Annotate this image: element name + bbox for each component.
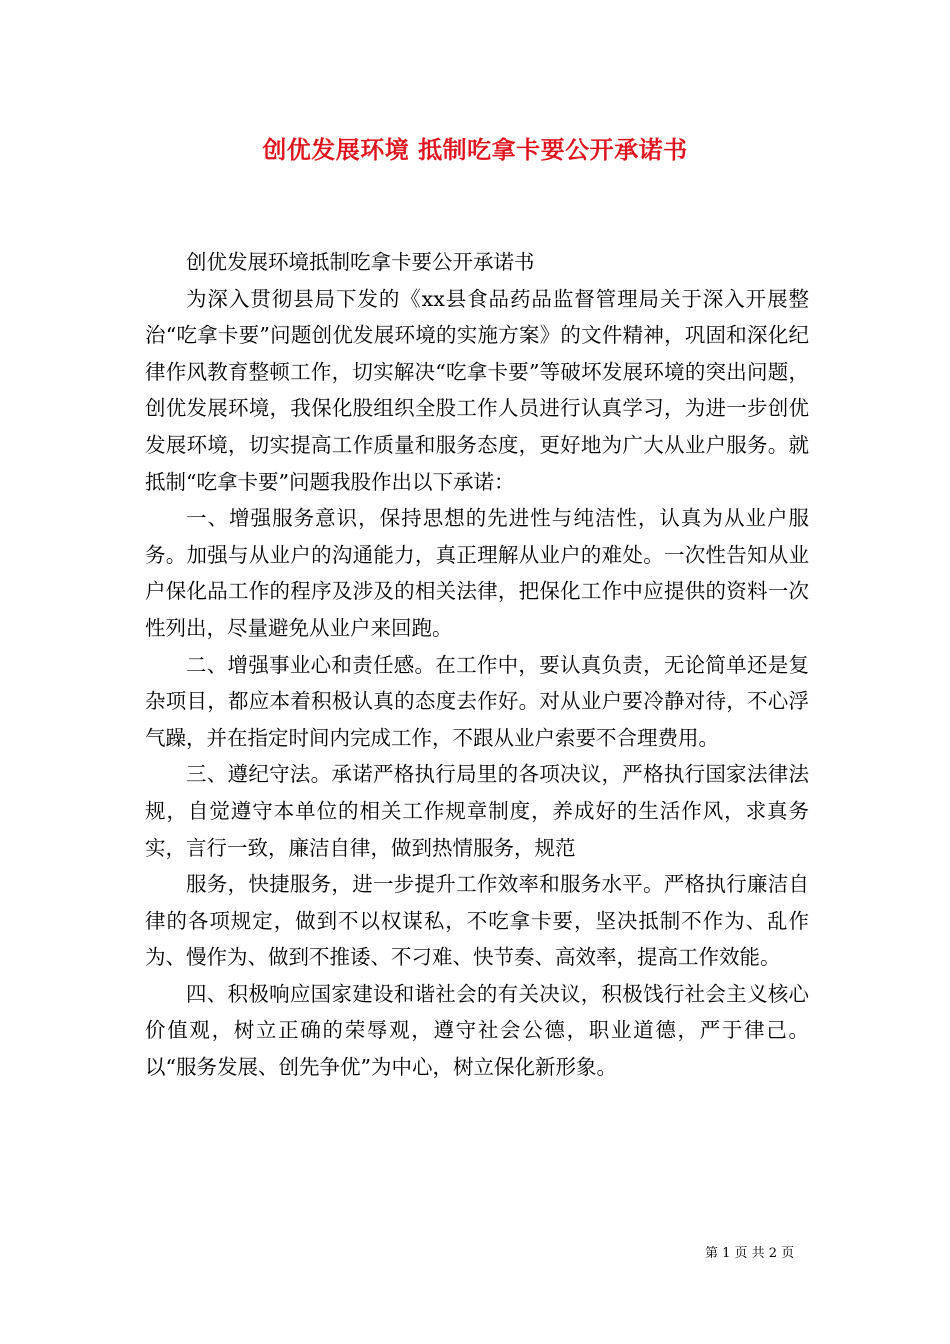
document-title: 创优发展环境 抵制吃拿卡要公开承诺书 [262,135,688,164]
page-number: 第 1 页 共 2 页 [705,1246,795,1261]
paragraph-commitment-3: 三、遵纪守法。承诺严格执行局里的各项决议，严格执行国家法律法规，自觉遵守本单位的相关工作规章制度，养成好的生活作风，求真务实，言行一致，廉洁自律，做到热情服务，规范 [145,762,809,860]
document-body [145,244,809,1086]
paragraph-commitment-1: 一、增强服务意识，保持思想的先进性与纯洁性，认真为从业户服务。加强与从业户的沟通能力，真正理解从业户的难处。一次性告知从业户保化品工作的程序及涉及的相关法律，把保化工作中应提供的资料一次性列出，尽量避免从业户来回跑。 [145,506,809,640]
paragraph-commitment-2: 二、增强事业心和责任感。在工作中，要认真负责，无论简单还是复杂项目，都应本着积极认真的态度去作好。对从业户要冷静对待，不心浮气躁，并在指定时间内完成工作，不跟从业户索要不合理费用。 [145,652,809,750]
paragraph-commitment-4: 四、积极响应国家建设和谐社会的有关决议，积极饯行社会主义核心价值观，树立正确的荣辱观，遵守社会公德，职业道德，严于律己。以“服务发展、创先争优”为中心，树立保化新形象。 [145,981,809,1080]
paragraph-intro: 为深入贯彻县局下发的《xx县食品药品监督管理局关于深入开展整治“吃拿卡要”问题创优发展环境的实施方案》的文件精神，巩固和深化纪律作风教育整顿工作，切实解决“吃拿卡要”等破坏发展环境的突出问题，创优发展环境，我保化股组织全股工作人员进行认真学习，为进一步创优发展环境，切实提高工作质量和服务态度，更好地为广大从业户服务。就抵制“吃拿卡要”问题我股作出以下承诺： [145,286,809,494]
paragraph-subtitle: 创优发展环境抵制吃拿卡要公开承诺书 [186,250,535,274]
paragraph-commitment-3-continued: 服务，快捷服务，进一步提升工作效率和服务水平。严格执行廉洁自律的各项规定，做到不以权谋私，不吃拿卡要，坚决抵制不作为、乱作为、慢作为、做到不推诿、不刁难、快节奏、高效率，提高工作效能。 [145,872,809,970]
